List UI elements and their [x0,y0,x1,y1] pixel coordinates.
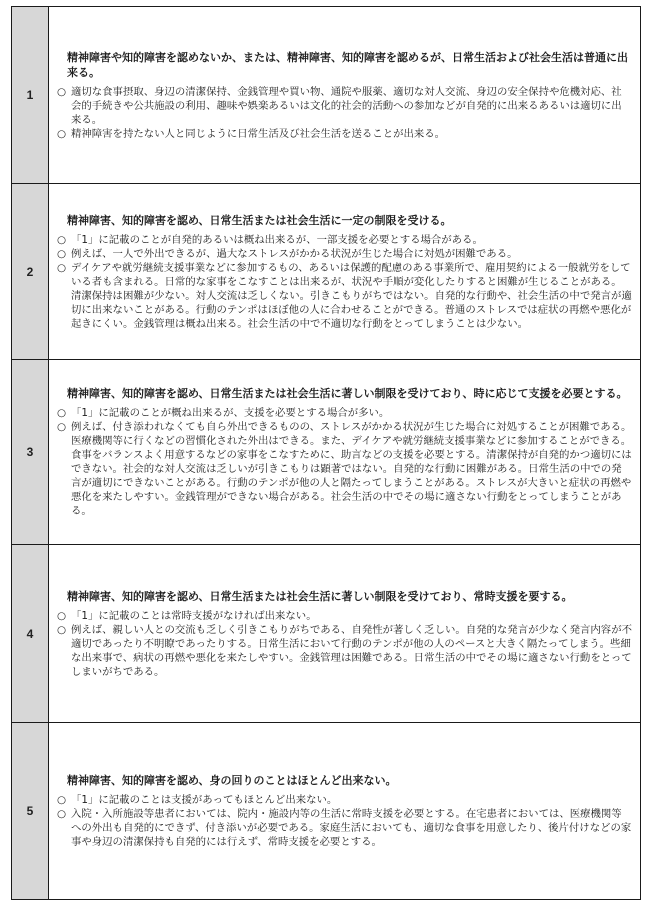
row-content [49,7,640,183]
bullet-icon: ○ [57,421,67,433]
row-number: 3 [12,360,49,544]
list-item: ○ デイケアや就労継続支援事業などに参加するもの、あるいは保護的配慮のある事業所で、雇用契約による一般就労をしている者も含まれる。日常的な家事をこなすことは出来るが、状況や手順が変化したりすると困難が生じることがある。清潔保持は困難が少ない。対人交流は乏しくない。引きこもりがちではない。自発的な行動や、社会生活の中で発言が適切に出来ないことがある。行動のテンポはほぼ他の人に合わせることができる。普通のストレスでは症状の再燃や悪化が起きにくい。金銭管理は概ね出来る。社会生活の中で不適切な行動をとってしまうことは少ない。 [57,261,632,330]
table-row [12,184,640,360]
list-item: ○ 精神障害を持たない人と同じように日常生活及び社会生活を送ることが出来る。 [57,127,446,140]
bullet-icon: ○ [57,85,67,98]
table-row [12,360,640,545]
bullet-icon: ○ [57,794,67,806]
row-content [49,184,640,359]
row-heading: 精神障害、知的障害を認め、日常生活または社会生活に一定の制限を受ける。 [67,213,452,227]
bullet-icon: ○ [57,623,67,636]
table-row [12,723,640,899]
row-heading: 精神障害、知的障害を認め、日常生活または社会生活に著しい制限を受けており、常時支援を要する。 [67,589,573,603]
list-item: ○ 「1」に記載のことは常時支援がなければ出来ない。 [57,609,317,622]
row-number: 5 [12,723,49,899]
disability-level-table [11,6,641,900]
row-content [49,723,640,899]
table-row [12,7,640,184]
bullet-icon: ○ [57,609,67,622]
row-content [49,360,640,544]
list-item: ○ 「1」に記載のことは支援があってもほとんど出来ない。 [57,794,338,806]
list-item: ○ 「1」に記載のことが自発的あるいは概ね出来るが、一部支援を必要とする場合がある。 [57,233,483,246]
row-number: 2 [12,184,49,359]
list-item: ○ 例えば、親しい人との交流も乏しく引きこもりがちである、自発性が著しく乏しい。自発的な発言が少なく発言内容が不適切であったり不明瞭であったりする。日常生活において行動のテンポが他の人のペースと大きく隔たってしまう。些細な出来事で、病状の再燃や悪化を来たしやすい。金銭管理は困難である。日常生活の中でその場に適さない行動をとってしまいがちである。 [57,623,632,678]
list-item: ○ 「1」に記載のことが概ね出来るが、支援を必要とする場合が多い。 [57,407,390,419]
row-number: 1 [12,7,49,183]
row-heading: 精神障害、知的障害を認め、日常生活または社会生活に著しい制限を受けており、時に応じて支援を必要とする。 [67,387,628,400]
bullet-icon: ○ [57,407,67,419]
row-content [49,545,640,722]
row-heading: 精神障害や知的障害を認めないか、または、精神障害、知的障害を認めるが、日常生活および社会生活は普通に出来る。 [67,50,628,79]
bullet-icon: ○ [57,247,67,260]
list-item: ○ 例えば、付き添われなくても自ら外出できるものの、ストレスがかかる状況が生じた場合に対処することが困難である。医療機関等に行くなどの習慣化された外出はできる。また、デイケアや就労継続支援事業などに参加することができる。食事をバランスよく用意するなどの家事をこなすために、助言などの支援を必要とする。清潔保持が自発的かつ適切にはできない。社会的な対人交流は乏しいが引きこもりは顕著ではない。自発的な行動に困難がある。日常生活の中での発言が適切にできないことがある。行動のテンポが他の人と隔たってしまうことがある。ストレスが大きいと症状の再燃や悪化を来たしやすい。金銭管理ができない場合がある。社会生活の中でその場に適さない行動をとってしまうことがある。 [57,421,632,517]
list-item: ○ 適切な食事摂取、身辺の清潔保持、金銭管理や買い物、通院や服薬、適切な対人交流、身辺の安全保持や危機対応、社会的手続きや公共施設の利用、趣味や娯楽あるいは文化的社会的活動への参加などが自発的に出来るあるいは適切に出来る。 [57,85,622,126]
row-number: 4 [12,545,49,722]
table-row [12,545,640,723]
bullet-icon: ○ [57,233,67,246]
bullet-icon: ○ [57,127,67,140]
row-heading: 精神障害、知的障害を認め、身の回りのことはほとんど出来ない。 [67,774,397,787]
list-item: ○ 入院・入所施設等患者においては、院内・施設内等の生活に常時支援を必要とする。在宅患者においては、医療機関等への外出も自発的にできず、付き添いが必要である。家庭生活においても、適切な食事を用意したり、後片付けなどの家事や身辺の清潔保持も自発的には行えず、常時支援を必要とする。 [57,808,632,848]
list-item: ○ 例えば、一人で外出できるが、過大なストレスがかかる状況が生じた場合に対処が困難である。 [57,247,518,260]
bullet-icon: ○ [57,261,67,274]
bullet-icon: ○ [57,808,67,820]
